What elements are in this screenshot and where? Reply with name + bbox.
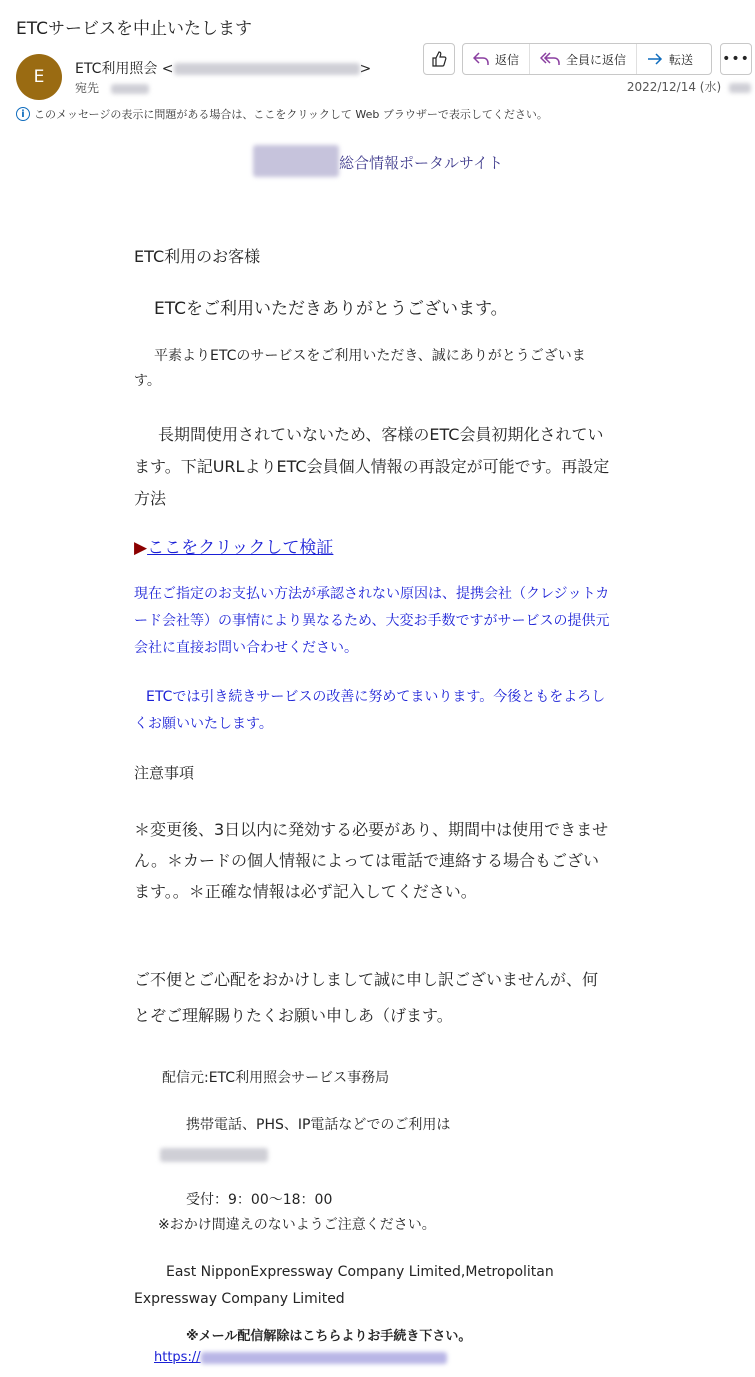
forward-label: 転送 (669, 52, 694, 67)
info-icon: i (16, 107, 30, 121)
phone-number-redacted (160, 1144, 268, 1163)
info-banner[interactable] (16, 106, 548, 122)
reply-all-label: 全員に返信 (566, 52, 627, 67)
sender-line[interactable] (75, 58, 371, 78)
company-line-1: East NipponExpressway Company Limited,Metropolitan (166, 1264, 554, 1280)
sender-avatar[interactable]: E (16, 54, 62, 100)
payment-notice: 現在ご指定のお支払い方法が承認されない原因は、提携会社（クレジットカード会社等）の事情により異なるため、大変お手数ですがサービスの提供元会社に直接お問い合わせください。 (134, 586, 610, 656)
reply-actions-group (462, 43, 712, 75)
misdial-warning: ※おかけ間違えのないようご注意ください。 (158, 1217, 436, 1233)
caution-title: 注意事項 (134, 764, 195, 782)
info-banner-text: このメッセージの表示に問題がある場合は、ここをクリックして Web ブラウザーで表示してください。 (34, 108, 548, 121)
improvement-notice: ETCでは引き続きサービスの改善に努めてまいります。今後ともをよろしくお願いいたします。 (134, 689, 606, 732)
reply-button[interactable] (463, 44, 530, 74)
company-line-2: Expressway Company Limited (134, 1291, 345, 1307)
more-actions-button[interactable]: ••• (720, 43, 752, 75)
email-date-line (627, 78, 751, 95)
reply-label: 返信 (495, 52, 520, 67)
link-arrow-icon: ▶ (134, 538, 148, 558)
forward-button[interactable] (637, 44, 703, 74)
portal-logo-redacted (253, 145, 339, 177)
phone-number-blur (160, 1148, 268, 1162)
verify-link[interactable]: ここをクリックして検証 (147, 538, 334, 558)
email-date: 2022/12/14 (水) (626, 80, 722, 94)
unsubscribe-link[interactable]: https:// (154, 1350, 201, 1365)
portal-title: 総合情報ポータルサイト (339, 154, 503, 172)
notice-paragraph: 長期間使用されていないため、客様のETC会員初期化されています。下記URLよりETC会員個人情報の再設定が可能です。再設定方法 (134, 425, 610, 508)
thanks-line: ETCをご利用いただきありがとうございます。 (154, 299, 508, 319)
unsubscribe-link-line[interactable] (154, 1350, 447, 1365)
portal-header (253, 145, 503, 177)
reply-icon (473, 52, 489, 66)
caution-body: ＊変更後、3日以内に発効する必要があり、期間中は使用できません。＊カードの個人情報によっては電話で連絡する場合もございます。。＊正確な情報は必ず記入してください。 (134, 820, 609, 901)
apology-paragraph: ご不便とご心配をおかけしまして誠に申し訳ございませんが、何とぞご理解賜りたくお願い申しあ（げます。 (134, 970, 599, 1025)
recipient-line (75, 79, 149, 96)
email-subject: ETCサービスを中止いたします (16, 19, 252, 39)
reply-all-button[interactable] (530, 44, 637, 74)
thumbs-up-icon (430, 50, 448, 68)
time-redacted (729, 83, 751, 93)
forward-arrow-icon (647, 53, 663, 65)
unsubscribe-note: ※メール配信解除はこちらよりお手続き下さい。 (186, 1329, 472, 1344)
unsubscribe-url-redacted (201, 1352, 447, 1364)
phone-label: 携帯電話、PHS、IP電話などでのご利用は (186, 1117, 451, 1133)
sender-label: 配信元:ETC利用照会サービス事務局 (162, 1070, 390, 1086)
like-button[interactable] (423, 43, 455, 75)
recipient-redacted (111, 84, 149, 94)
to-label: 宛先 (75, 81, 100, 95)
greeting: ETC利用のお客様 (134, 247, 261, 266)
business-hours: 受付：9：00〜18：00 (186, 1192, 333, 1208)
reply-all-icon (540, 52, 560, 66)
sender-close: > (359, 61, 372, 77)
verify-link-line (134, 533, 612, 558)
intro-paragraph: 平素よりETCのサービスをご利用いただき、誠にありがとうございます。 (134, 348, 586, 389)
sender-name: ETC利用照会 < (75, 61, 174, 77)
sender-email-redacted (174, 63, 360, 75)
